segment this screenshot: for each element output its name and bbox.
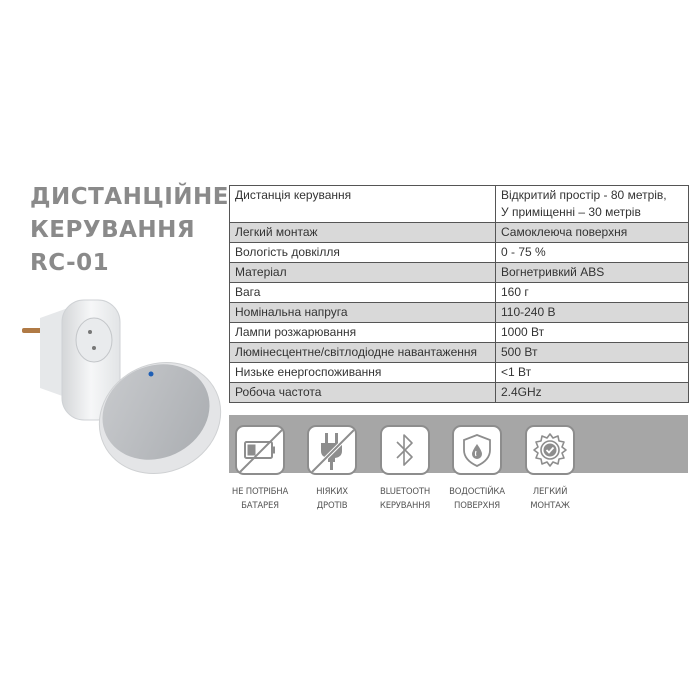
table-row — [230, 343, 689, 363]
water-shield-icon — [454, 427, 500, 473]
gear-check-icon — [527, 427, 573, 473]
table-row — [230, 263, 689, 283]
features-row — [229, 425, 589, 535]
led-indicator — [149, 372, 154, 377]
spec-value: 500 Вт — [496, 343, 689, 363]
spec-key: Матеріал — [230, 263, 496, 283]
spec-key: Вага — [230, 283, 496, 303]
spec-value: 110-240 В — [496, 303, 689, 323]
bluetooth-icon — [382, 427, 428, 473]
no-wires-icon — [309, 427, 355, 473]
table-row — [230, 303, 689, 323]
spec-value: 160 г — [496, 283, 689, 303]
spec-key: Низьке енергоспоживання — [230, 363, 496, 383]
spec-value: Самоклеюча поверхня — [496, 223, 689, 243]
feature-no-wires: НІЯКИХ ДРОТІВ — [292, 425, 372, 513]
title-line-1: ДИСТАНЦІЙНЕ — [30, 184, 229, 210]
spec-key: Вологість довкілля — [230, 243, 496, 263]
product-title — [30, 181, 230, 280]
no-battery-icon — [237, 427, 283, 473]
feature-easy-mount: ЛЕГКИЙ МОНТАЖ — [510, 425, 590, 513]
table-row — [230, 383, 689, 403]
table-row — [230, 243, 689, 263]
table-row — [230, 186, 689, 223]
spec-value: Вогнетривкий ABS — [496, 263, 689, 283]
table-row — [230, 223, 689, 243]
spec-value: Відкритий простір - 80 метрів, У приміщенні – 30 метрів — [496, 186, 689, 223]
feature-waterproof: ВОДОСТІЙКА ПОВЕРХНЯ — [437, 425, 517, 513]
spec-key: Номінальна напруга — [230, 303, 496, 323]
spec-key: Люмінесцентне/світлодіодне навантаження — [230, 343, 496, 363]
spec-value: <1 Вт — [496, 363, 689, 383]
table-row — [230, 323, 689, 343]
title-line-2: КЕРУВАННЯ — [30, 217, 196, 243]
specs-table — [229, 185, 689, 403]
feature-no-battery: НЕ ПОТРІБНА БАТАРЕЯ — [220, 425, 300, 513]
title-line-3: RC-01 — [30, 250, 110, 276]
spec-key: Лампи розжарювання — [230, 323, 496, 343]
spec-key: Дистанція керування — [230, 186, 496, 223]
product-image — [10, 288, 230, 478]
table-row — [230, 283, 689, 303]
feature-bluetooth: BLUETOOTH КЕРУВАННЯ — [365, 425, 445, 513]
spec-key: Легкий монтаж — [230, 223, 496, 243]
spec-key: Робоча частота — [230, 383, 496, 403]
spec-value: 2.4GHz — [496, 383, 689, 403]
spec-value: 0 - 75 % — [496, 243, 689, 263]
spec-value: 1000 Вт — [496, 323, 689, 343]
table-row — [230, 363, 689, 383]
